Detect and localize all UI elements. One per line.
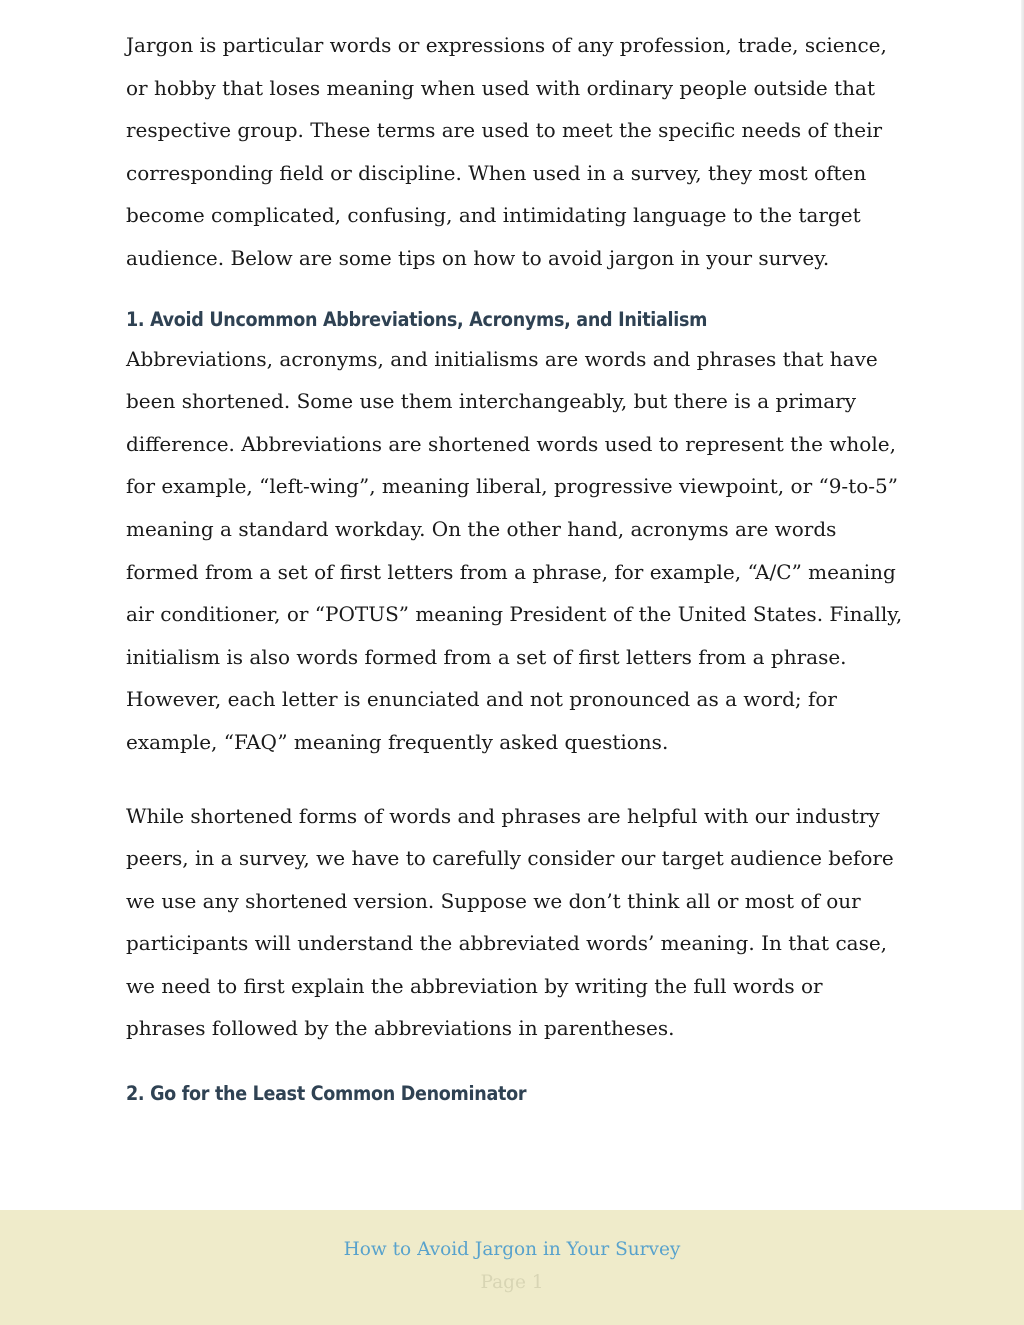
page-number: Page 1 [480, 1272, 544, 1293]
section-1-paragraph-1: Abbreviations, acronyms, and initialisms are words and phrases that have been shortened. Some use them interchangeably, but there is a primary difference. Abbreviations are shortened words used to represent the whole, for example, “left-wing”, meaning liberal, progressive viewpoint, or “9-to-5” meaning a standard workday. On the other hand, acronyms are words formed from a set of first letters from a phrase, for example, “A/C” meaning air conditioner, or “POTUS” meaning President of the United States. Finally, initialism is also words formed from a set of first letters from a phrase. However, each letter is enunciated and not pronounced as a word; for example, “FAQ” meaning frequently asked questions. [126, 346, 903, 754]
footer-title: How to Avoid Jargon in Your Survey [343, 1239, 681, 1260]
section-heading-2: 2. Go for the Least Common Denominator [126, 1082, 527, 1106]
intro-paragraph: Jargon is particular words or expressions of any profession, trade, science, or hobby that loses meaning when used with ordinary people outside that respective group. These terms are used to meet the specific needs of their corresponding field or discipline. When used in a survey, they most often become complicated, confusing, and intimidating language to the target audience. Below are some tips on how to avoid jargon in your survey. [126, 33, 887, 270]
section-heading-1: 1. Avoid Uncommon Abbreviations, Acronyms, and Initialism [126, 307, 708, 331]
page-footer [0, 1210, 1024, 1325]
document-body [126, 24, 906, 1112]
section-1-paragraph-2: While shortened forms of words and phrases are helpful with our industry peers, in a survey, we have to carefully consider our target audience before we use any shortened version. Suppose we don’t think all or most of our participants will understand the abbreviated words’ meaning. In that case, we need to first explain the abbreviation by writing the full words or phrases followed by the abbreviations in parentheses. [126, 803, 894, 1041]
